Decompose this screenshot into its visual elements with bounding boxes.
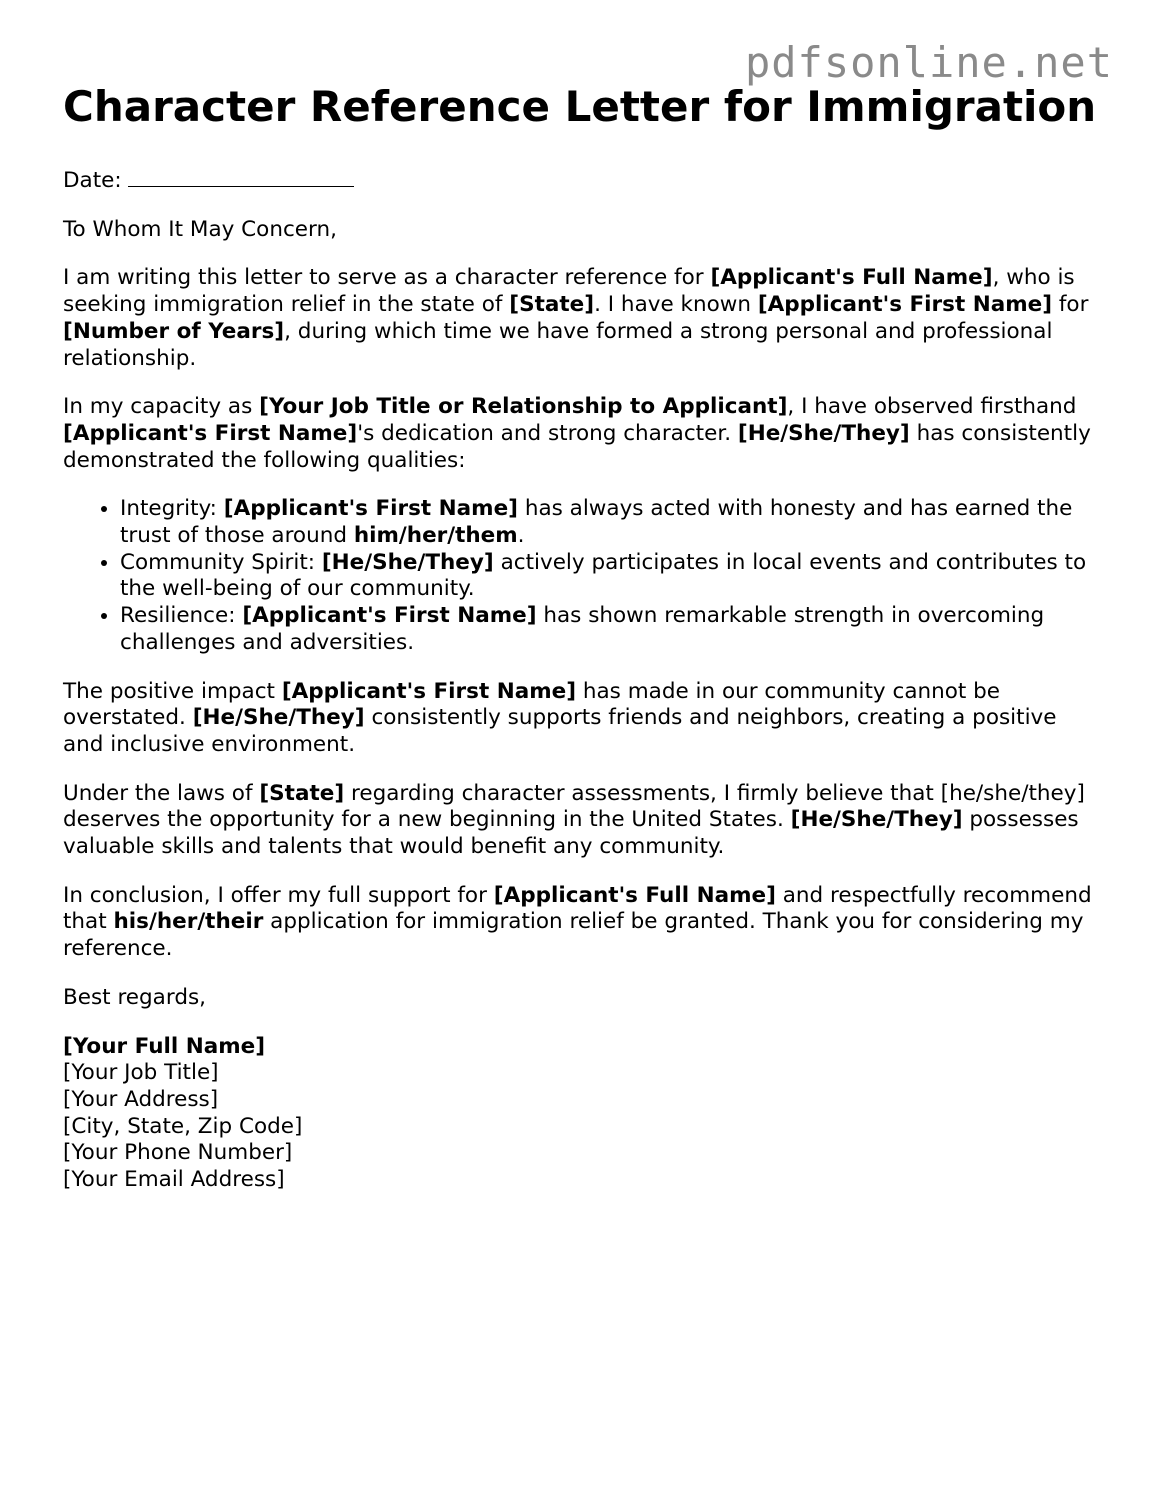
pronoun-placeholder: him/her/them xyxy=(353,523,518,549)
date-blank[interactable] xyxy=(128,168,354,187)
salutation: To Whom It May Concern, xyxy=(63,216,337,242)
pronoun-placeholder: [He/She/They] xyxy=(790,807,963,833)
list-item xyxy=(120,550,1103,603)
paragraph-intro xyxy=(63,265,1103,372)
qualities-list xyxy=(63,496,1103,656)
pronoun-placeholder: [He/She/They] xyxy=(737,420,910,446)
text: has always acted with honesty and has earned the trust of those around xyxy=(120,496,1073,549)
text: for xyxy=(1052,292,1089,318)
signature-phone: [Your Phone Number] xyxy=(63,1140,293,1166)
text: consistently supports friends and neighbors, creating a positive and inclusive environment. xyxy=(63,705,1057,757)
text: . I have known xyxy=(594,292,758,318)
job-title-placeholder: [Your Job Title or Relationship to Applicant] xyxy=(259,394,788,420)
signature-address: [Your Address] xyxy=(63,1086,219,1112)
pronoun-placeholder: [He/She/They] xyxy=(321,549,494,575)
closing: Best regards, xyxy=(63,984,207,1010)
text: application for immigration relief be granted. Thank you for considering my reference. xyxy=(63,909,1084,962)
text: has shown remarkable strength in overcoming challenges and adversities. xyxy=(120,603,1045,655)
paragraph-conclusion xyxy=(63,883,1103,963)
paragraph-capacity xyxy=(63,394,1103,474)
date-line xyxy=(63,168,1103,195)
list-item xyxy=(120,496,1103,549)
paragraph-laws xyxy=(63,781,1103,861)
text: The positive impact xyxy=(63,678,282,704)
page-title: Character Reference Letter for Immigration xyxy=(63,82,1097,131)
state-placeholder: [State] xyxy=(259,780,345,806)
applicant-first-name-placeholder: [Applicant's First Name] xyxy=(63,420,358,446)
text: regarding character assessments, I firmly believe that [he/she/they] deserves the opportunity for a new beginning in the United States. xyxy=(63,780,1085,833)
applicant-first-name-placeholder: [Applicant's First Name] xyxy=(281,678,577,704)
date-label: Date: xyxy=(63,168,122,193)
pronoun-placeholder: his/her/their xyxy=(113,909,264,935)
quality-label: Integrity: xyxy=(120,496,224,522)
applicant-first-name-placeholder: [Applicant's First Name] xyxy=(223,496,518,522)
signature-name-text: [Your Full Name] xyxy=(63,1033,266,1059)
text: , I have observed firsthand xyxy=(787,394,1077,420)
applicant-full-name-placeholder: [Applicant's Full Name] xyxy=(493,882,776,908)
applicant-full-name-placeholder: [Applicant's Full Name] xyxy=(710,265,993,291)
signature-email: [Your Email Address] xyxy=(63,1167,285,1193)
signature-city: [City, State, Zip Code] xyxy=(63,1113,303,1139)
watermark: pdfsonline.net xyxy=(744,38,1113,87)
text: 's dedication and strong character. xyxy=(357,420,738,446)
signature-block xyxy=(63,1034,1103,1194)
signature-job-title: [Your Job Title] xyxy=(63,1060,219,1086)
quality-label: Resilience: xyxy=(120,603,243,629)
text: , during which time we have formed a strong personal and professional relationship. xyxy=(63,318,1053,371)
text: I am writing this letter to serve as a character reference for xyxy=(63,265,711,291)
signature-name xyxy=(63,1034,1103,1061)
text: and respectfully recommend that xyxy=(63,882,1092,935)
applicant-first-name-placeholder: [Applicant's First Name] xyxy=(242,603,537,629)
letter-document xyxy=(63,80,1103,1194)
text: has made in our community cannot be overstated. xyxy=(63,678,1001,731)
text: , who is seeking immigration relief in the state of xyxy=(63,265,1075,318)
quality-label: Community Spirit: xyxy=(120,549,322,575)
text: actively participates in local events and contributes to the well-being of our community. xyxy=(120,549,1087,602)
text: In conclusion, I offer my full support for xyxy=(63,882,494,908)
pronoun-placeholder: [He/She/They] xyxy=(192,705,365,731)
applicant-first-name-placeholder: [Applicant's First Name] xyxy=(757,292,1053,318)
text: In my capacity as xyxy=(63,394,260,420)
years-placeholder: [Number of Years] xyxy=(63,318,285,344)
text: Under the laws of xyxy=(63,780,260,806)
text: has consistently demonstrated the following qualities: xyxy=(63,420,1091,473)
text: possesses valuable skills and talents that would benefit any community. xyxy=(63,807,1079,860)
list-item xyxy=(120,603,1103,656)
text: . xyxy=(517,523,525,549)
state-placeholder: [State] xyxy=(509,292,595,318)
paragraph-impact xyxy=(63,679,1103,759)
